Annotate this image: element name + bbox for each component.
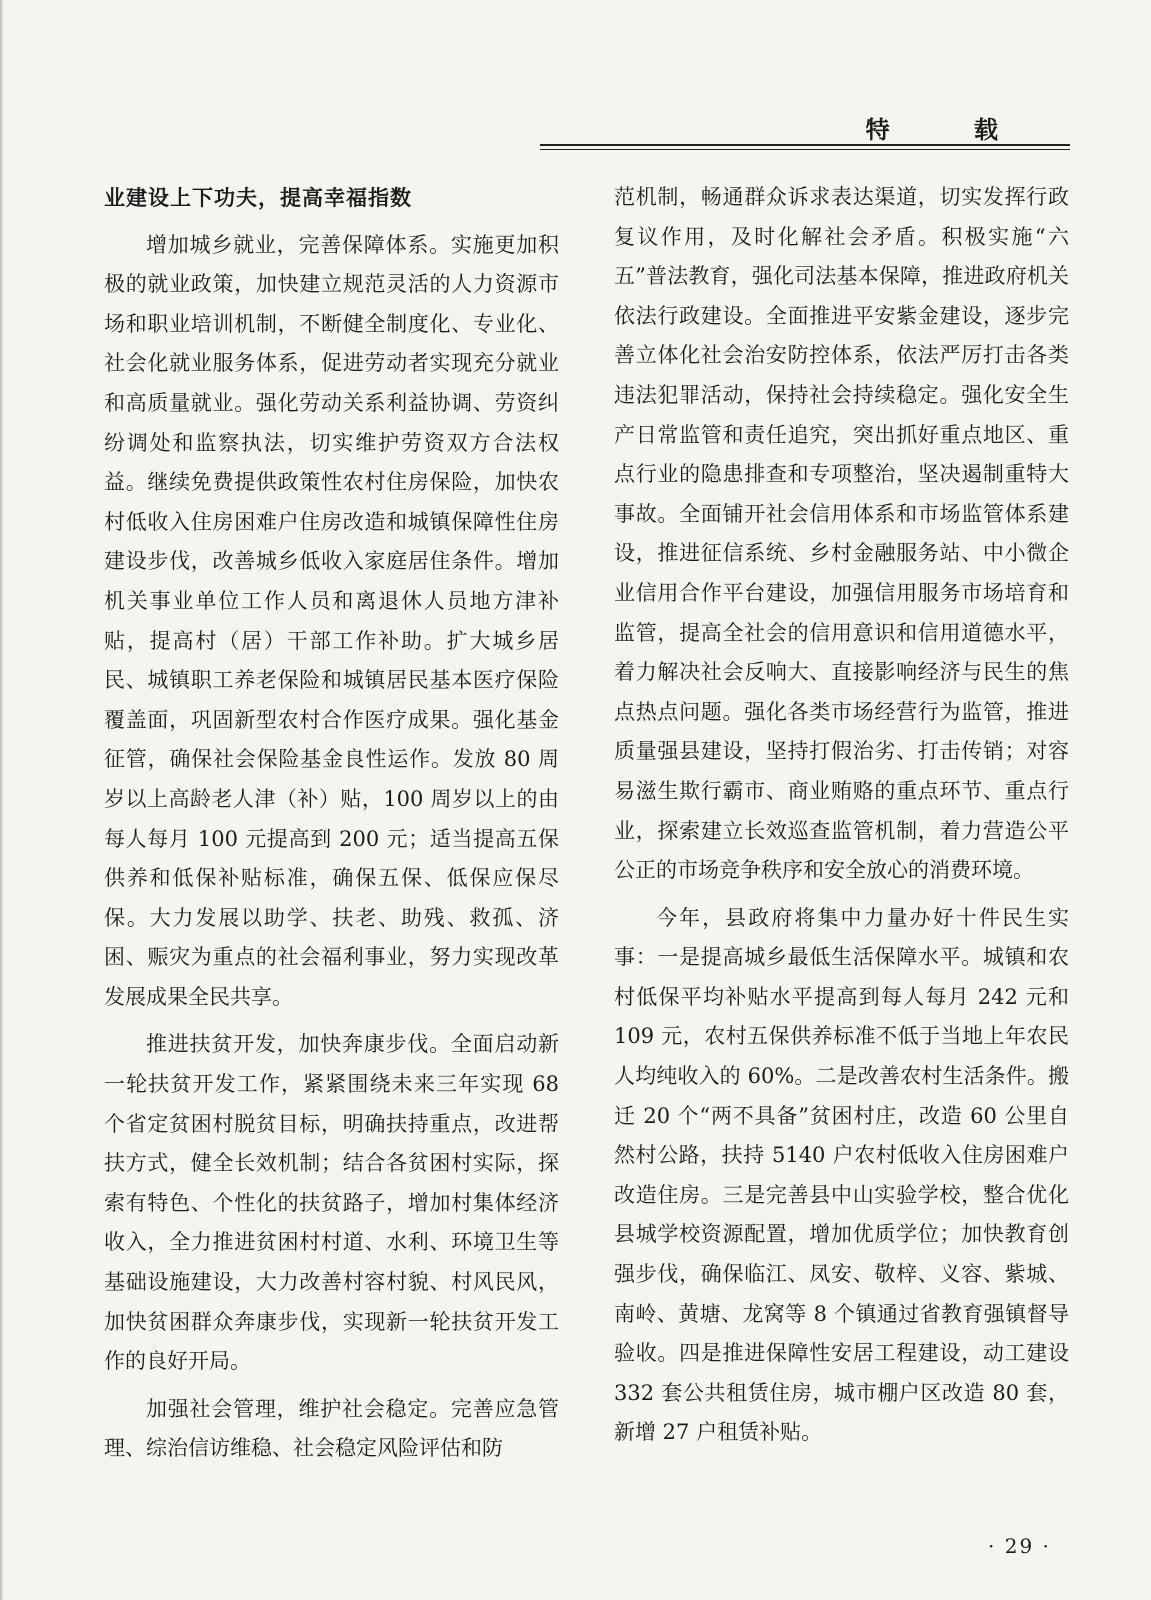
page-number: · 29 · — [988, 1534, 1051, 1558]
left-column — [104, 178, 559, 1477]
paragraph-poverty-alleviation: 推进扶贫开发，加快奔康步伐。全面启动新一轮扶贫开发工作，紧紧围绕未来三年实现 68 个省定贫困村脱贫目标，明确扶持重点，改进帮扶方式，健全长效机制；结合各贫困村实际，探索有特色、个性化的扶贫路子，增加村集体经济收入，全力推进贫困村村道、水利、环境卫生等基础设施建设，大力改善村容村貌、村风民风，加快贫困群众奔康步伐，实现新一轮扶贫开发工作的良好开局。 — [104, 1032, 559, 1374]
header-rule — [540, 144, 1070, 150]
paragraph-ten-livelihood-projects: 今年，县政府将集中力量办好十件民生实事：一是提高城乡最低生活保障水平。城镇和农村低保平均补贴水平提高到每人每月 242 元和 109 元，农村五保供养标准不低于当地上年农民人均纯收入的 60%。二是改善农村生活条件。搬迁 20 个“两不具备”贫困村庄，改造 60 公里自然村公路，扶持 5140 户农村低收入住房困难户改造住房。三是完善县中山实验学校，整合优化县城学校资源配置，增加优质学位；加快教育创强步伐，确保临江、凤安、敬梓、义容、紫城、南岭、黄塘、龙窝等 8 个镇通过省教育强镇督导验收。四是推进保障性安居工程建设，动工建设 332 套公共租赁住房，城市棚户区改造 80 套，新增 27 户租赁补贴。 — [614, 905, 1069, 1445]
subheading-continuation: 业建设上下功夫，提高幸福指数 — [104, 185, 412, 210]
right-column — [614, 178, 1069, 1461]
paragraph-employment: 增加城乡就业，完善保障体系。实施更加积极的就业政策，加快建立规范灵活的人力资源市场和职业培训机制，不断健全制度化、专业化、社会化就业服务体系，促进劳动者实现充分就业和高质量就业。强化劳动关系利益协调、劳资纠纷调处和监察执法，切实维护劳资双方合法权益。继续免费提供政策性农村住房保险，加快农村低收入住房困难户住房改造和城镇保障性住房建设步伐，改善城乡低收入家庭居住条件。增加机关事业单位工作人员和离退休人员地方津补贴，提高村（居）干部工作补助。扩大城乡居民、城镇职工养老保险和城镇居民基本医疗保险覆盖面，巩固新型农村合作医疗成果。强化基金征管，确保社会保险基金良性运作。发放 80 周岁以上高龄老人津（补）贴，100 周岁以上的由每人每月 100 元提高到 200 元；适当提高五保供养和低保补贴标准，确保五保、低保应保尽保。大力发展以助学、扶老、助残、救孤、济困、赈灾为重点的社会福利事业，努力实现改革发展成果全民共享。 — [104, 232, 559, 1009]
paragraph-continuation: 范机制，畅通群众诉求表达渠道，切实发挥行政复议作用，及时化解社会矛盾。积极实施“六五”普法教育，强化司法基本保障，推进政府机关依法行政建设。全面推进平安紫金建设，逐步完善立体化社会治安防控体系，依法严厉打击各类违法犯罪活动，保持社会持续稳定。强化安全生产日常监管和责任追究，突出抓好重点地区、重点行业的隐患排查和专项整治，坚决遏制重特大事故。全面铺开社会信用体系和市场监管体系建设，推进征信系统、乡村金融服务站、中小微企业信用合作平台建设，加强信用服务市场培育和监管，提高全社会的信用意识和信用道德水平，着力解决社会反响大、直接影响经济与民生的焦点热点问题。强化各类市场经营行为监管，推进质量强县建设，坚持打假治劣、打击传销；对容易滋生欺行霸市、商业贿赂的重点环节、重点行业，探索建立长效巡查监管机制，着力营造公平公正的市场竞争秩序和安全放心的消费环境。 — [614, 185, 1069, 883]
page-header — [540, 104, 1070, 150]
scan-edge-shadow — [0, 0, 4, 1600]
section-title: 特 载 — [865, 116, 1036, 144]
paragraph-social-management: 加强社会管理，维护社会稳定。完善应急管理、综治信访维稳、社会稳定风险评估和防 — [104, 1396, 559, 1461]
